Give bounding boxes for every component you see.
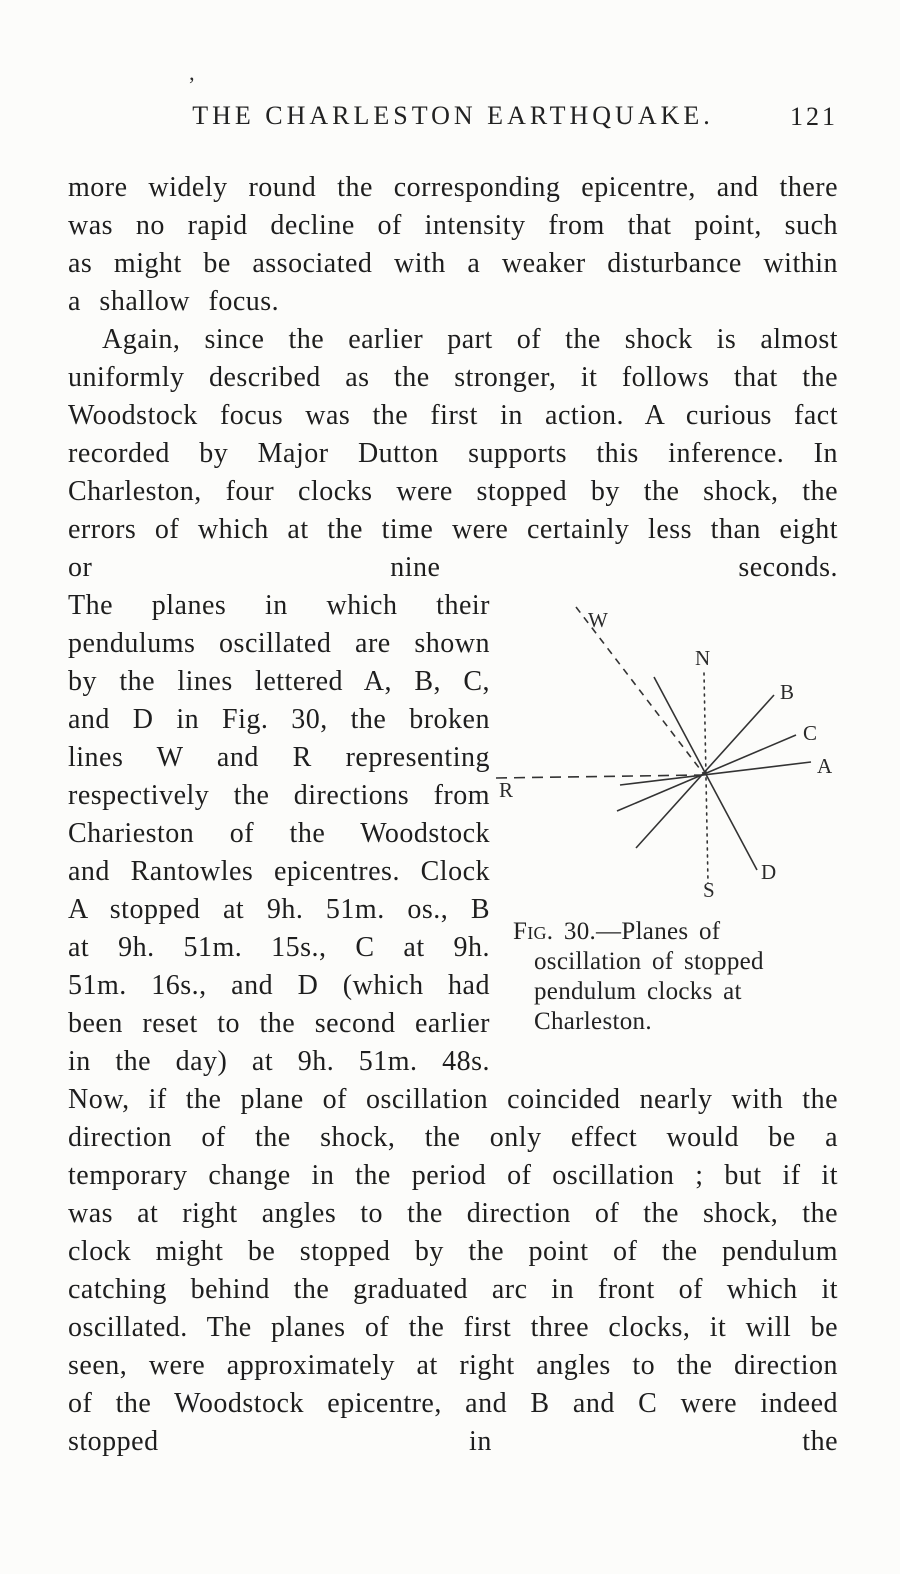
running-header	[68, 101, 838, 133]
figure-caption	[490, 917, 838, 1037]
paragraph-again-part1: Again, since the earlier part of the shock is almost uniformly described as the stronger, it follows that the Woodstock focus was the first in action. A curious fact recorded by Major Dutton supports this inference. In Charleston, four clocks were stopped by the shock, the errors of which at the time were certainly less than eight or nine seconds.	[68, 324, 838, 583]
page-title: THE CHARLESTON EARTHQUAKE.	[192, 101, 714, 130]
oscillation-diagram	[490, 589, 838, 909]
label-s: S	[703, 878, 715, 902]
clock-d-plane-line	[654, 677, 757, 870]
paragraph-again-part2	[68, 587, 838, 1461]
label-w: W	[588, 608, 608, 632]
print-speck-artifact: ’	[188, 72, 196, 97]
figure-30	[490, 589, 838, 1037]
page-number: 121	[790, 102, 838, 131]
figure-caption-text: 30.—Planes of oscillation of stopped pendulum clocks at Charleston.	[534, 918, 764, 1035]
page-content	[0, 101, 900, 1461]
rantowles-direction-line	[496, 775, 702, 778]
label-r: R	[499, 778, 514, 802]
label-d: D	[761, 860, 777, 884]
label-a: A	[817, 754, 833, 778]
figure-caption-label: Fig.	[513, 918, 554, 945]
label-n: N	[695, 646, 711, 670]
label-b: B	[780, 680, 795, 704]
paragraph-continued: more widely round the corresponding epicentre, and there was no rapid decline of intensity from that point, such as might be associated with a weaker disturbance within a shallow focus.	[68, 172, 838, 317]
clock-a-plane-line	[620, 762, 811, 785]
paragraph-again-part2-text: The planes in which their pendulums oscillated are shown by the lines lettered A, B, C, and D in Fig. 30, the broken lines W and R representing respectively the directions from Charieston of the Woodstock and Rantowles epicentres. Clock A stopped at 9h. 51m. os., B at 9h. 51m. 15s., C at 9h. 51m. 16s., and D (which had been reset to the second earlier in the day) at 9h. 51m. 48s. Now, if the plane of oscillation coincided nearly with the direction of the shock, the only effect would be a temporary change in the period of oscillation ; but if it was at right angles to the direction of the shock, the clock might be stopped by the point of the pendulum catching behind the graduated arc in front of which it oscillated. The planes of the first three clocks, it will be seen, were approximately at right angles to the direction of the Woodstock epicentre, and B and C were indeed stopped in the	[68, 590, 838, 1457]
label-c: C	[803, 721, 818, 745]
